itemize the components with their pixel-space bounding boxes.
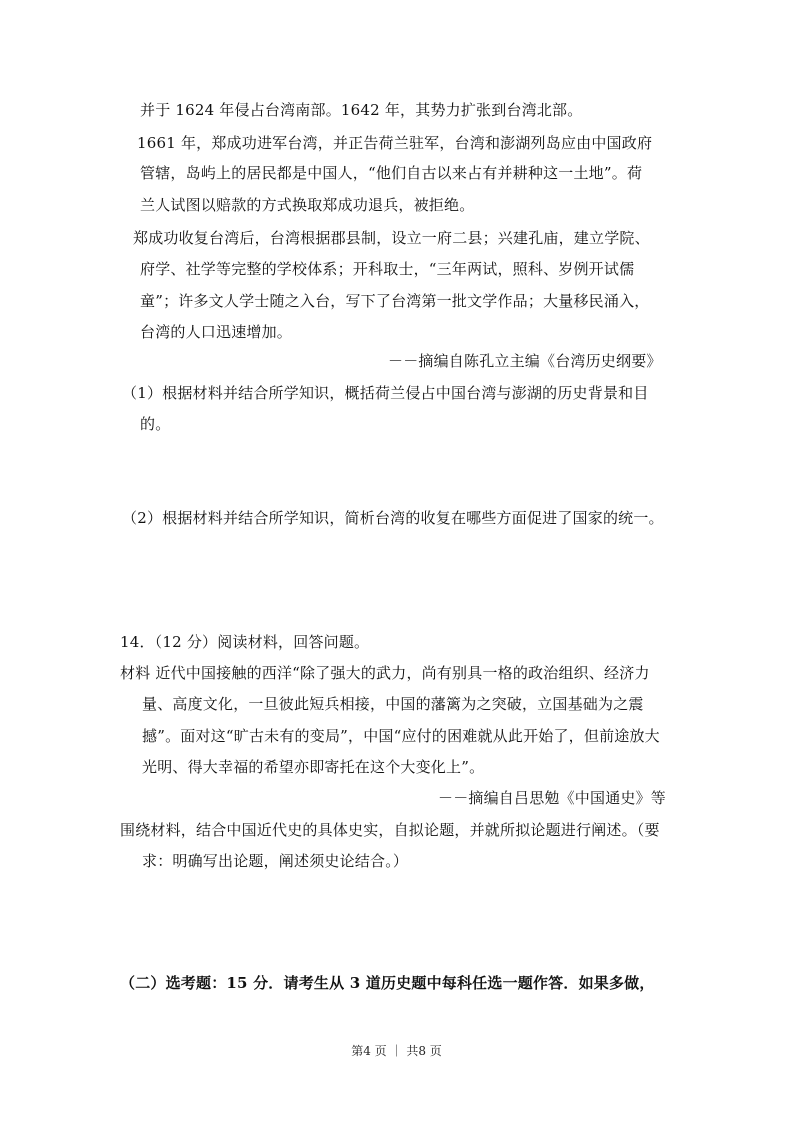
question-13-2: （2）根据材料并结合所学知识，简析台湾的收复在哪些方面促进了国家的统一。	[122, 509, 664, 527]
passage-line-3: 管辖，岛屿上的居民都是中国人，“他们自古以来占有并耕种这一土地”。荷	[140, 164, 643, 182]
question-14-material-line-4: 光明、得大幸福的希望亦即寄托在这个大变化上”。	[142, 758, 485, 776]
question-13-1-line-1: （1）根据材料并结合所学知识，概括荷兰侵占中国台湾与澎湖的历史背景和目	[122, 384, 649, 402]
passage-line-1: 并于 1624 年侵占台湾南部。1642 年，其势力扩张到台湾北部。	[140, 101, 583, 119]
question-13-1-line-2: 的。	[140, 415, 171, 433]
question-14-task-line-2: 求：明确写出论题，阐述须史论结合。）	[142, 852, 409, 870]
page-footer: 第4 页 ｜ 共8 页	[351, 1044, 442, 1058]
passage-line-7: 童”；许多文人学士随之入台，写下了台湾第一批文学作品；大量移民涌入，	[140, 292, 650, 310]
question-14-task-line-1: 围绕材料，结合中国近代史的具体史实，自拟论题，并就所拟论题进行阐述。（要	[120, 821, 660, 839]
passage-line-8: 台湾的人口迅速增加。	[140, 323, 293, 341]
passage-line-6: 府学、社学等完整的学校体系；开科取士，“三年两试，照科、岁例开试儒	[140, 260, 635, 278]
passage-line-2: 1661 年，郑成功进军台湾，并正告荷兰驻军，台湾和澎湖列岛应由中国政府	[137, 134, 653, 152]
passage-line-5: 郑成功收复台湾后，台湾根据郡县制，设立一府二县；兴建孔庙，建立学院、	[133, 229, 650, 247]
section-two-heading: （二）选考题：15 分．请考生从 3 道历史题中每科任选一题作答．如果多做，	[120, 974, 655, 992]
question-14-material-line-1: 材料 近代中国接触的西洋“除了强大的武力，尚有别具一格的政治组织、经济力	[120, 664, 650, 682]
question-14-material-line-2: 量、高度文化，一旦彼此短兵相接，中国的藩篱为之突破，立国基础为之震	[142, 695, 644, 713]
question-14-header: 14．（12 分）阅读材料，回答问题。	[120, 633, 370, 651]
question-14-material-line-3: 撼”。面对这“旷古未有的变局”，中国“应付的困难就从此开始了，但前途放大	[142, 727, 660, 745]
passage-line-4: 兰人试图以赔款的方式换取郑成功退兵，被拒绝。	[140, 196, 475, 214]
passage-source: －－摘编自陈孔立主编《台湾历史纲要》	[388, 352, 662, 370]
question-14-source: －－摘编自吕思勉《中国通史》等	[438, 789, 667, 807]
